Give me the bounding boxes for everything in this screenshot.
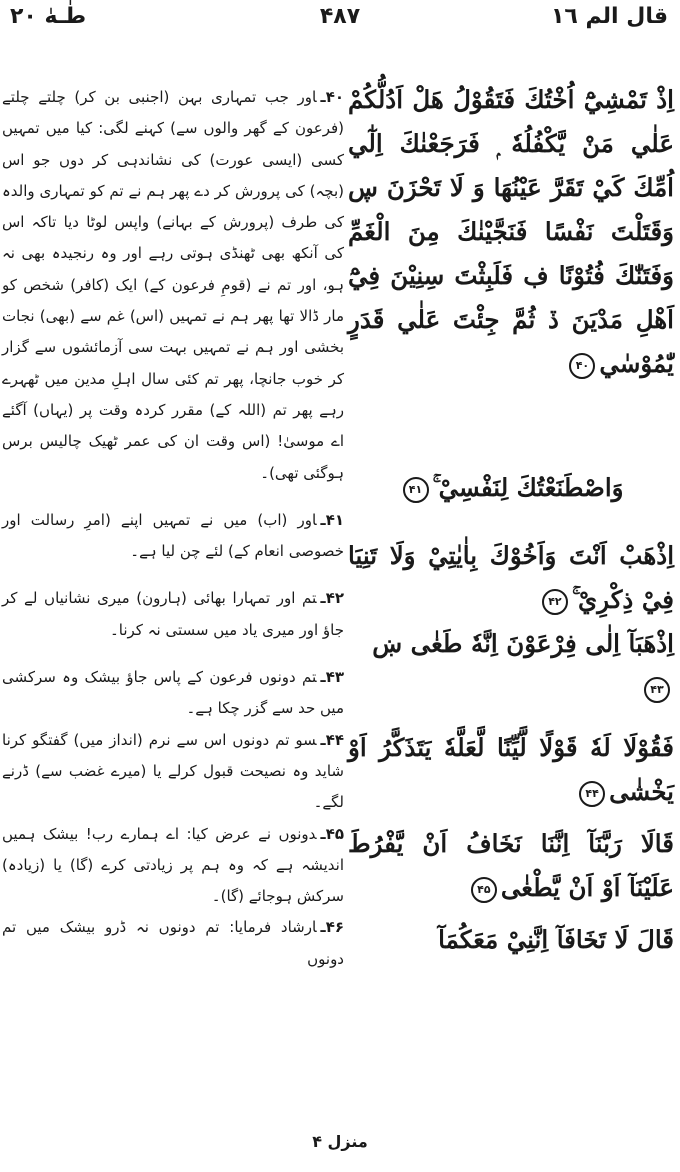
- verse-number: ۴۴ـ: [320, 730, 344, 749]
- ayah: [348, 918, 674, 962]
- manzil-label: منزل ۴: [312, 1132, 368, 1151]
- translation-paragraph: [2, 912, 344, 975]
- arabic-text-column: [348, 78, 674, 962]
- surah-label: طٰـهٰ ٢٠: [10, 4, 87, 29]
- ayah-text: وَاصْطَنَعْتُكَ لِنَفْسِيْ ۚ: [432, 473, 624, 502]
- translation-paragraph: [2, 725, 344, 819]
- juz-label: قال الم ١٦: [551, 4, 668, 29]
- translation-text: ارشاد فرمایا: تم دونوں نہ ڈرو بیشک میں تم دونوں: [2, 918, 344, 968]
- translation-paragraph: [2, 505, 344, 568]
- ayah: [348, 726, 674, 814]
- ayah-end-marker: ۴۱: [403, 477, 429, 503]
- ayah-end-marker: ۴۴: [579, 781, 605, 807]
- ayah: [348, 534, 674, 622]
- ayah: [348, 78, 674, 386]
- translation-paragraph: [2, 662, 344, 725]
- verse-number: ۴۲ـ: [320, 589, 344, 608]
- translation-text: اور جب تمہاری بہن (اجنبی بن کر) چلتے چلتے (فرعون کے گھر والوں سے) کہنے لگی: کیا میں تمہیں کسی (ایسی عورت) کی نشاندہی کر دوں جو اس (بچہ) کی پرورش کر دے پھر ہم نے تم کو تمہاری والدہ کی طرف (پرورش کے بہانے) واپس لوٹا دیا تاکہ اس کی آنکھ بھی ٹھنڈی ہوتی رہے اور وہ رنجیدہ بھی نہ ہو، اور تم نے (قومِ فرعون کے) ایک (کافر) شخص کو مار ڈالا تھا پھر ہم نے تمہیں (اس) غم سے (بھی) نجات بخشی اور ہم نے تمہیں بہت سی آزمائشوں سے گزار کر خوب جانچا، پھر تم کئی سال اہلِ مدین میں ٹھہرے رہے پھر تم (اللہ کے) مقرر کردہ وقت پر (یہاں) آگئے اے موسیٰ! (اس وقت ان کی عمر ٹھیک چالیس برس ہوگئی تھی)۔: [2, 88, 344, 482]
- verse-number: ۴۳ـ: [320, 668, 344, 687]
- ayah-end-marker: ۴۵: [471, 877, 497, 903]
- ayah-end-marker: ۴۲: [542, 589, 568, 615]
- translation-text: تم اور تمہارا بھائی (ہارون) میری نشانیاں لے کر جاؤ اور میری یاد میں سستی نہ کرنا۔: [2, 589, 344, 639]
- verse-number: ۴۵ـ: [320, 824, 344, 843]
- verse-number: ۴۱ـ: [320, 510, 344, 529]
- translation-paragraph: [2, 82, 344, 489]
- ayah-text: قَالَا رَبَّنَآ اِنَّنَا نَخَافُ اَنْ يَّفْرُطَ عَلَيْنَآ اَوْ اَنْ يَّطْغٰى: [348, 829, 674, 902]
- translation-text: دونوں نے عرض کیا: اے ہمارے رب! بیشک ہمیں اندیشہ ہے کہ وہ ہم پر زیادتی کرے (گا) یا (زیادہ) سرکش ہوجائے (گا)۔: [2, 824, 344, 906]
- ayah-text: قَالَ لَا تَخَافَآ اِنَّنِيْ مَعَكُمَآ: [438, 925, 674, 954]
- ayah-end-marker: ۴۰: [569, 353, 595, 379]
- verse-number: ۴۶ـ: [320, 918, 344, 937]
- translation-text: سو تم دونوں اس سے نرم (انداز میں) گفتگو کرنا شاید وہ نصیحت قبول کرلے یا (میرے غضب سے) ڈرنے لگے۔: [2, 730, 344, 812]
- translation-text: تم دونوں فرعون کے پاس جاؤ بیشک وہ سرکشی میں حد سے گزر چکا ہے۔: [2, 668, 344, 718]
- ayah-text: اِذْهَبَآ اِلٰى فِرْعَوْنَ اِنَّهٗ طَغٰى ښ: [372, 629, 674, 658]
- page-header: [0, 0, 680, 44]
- urdu-translation-column: [2, 82, 344, 975]
- ayah-text: اِذْ تَمْشِيْٓ اُخْتُكَ فَتَقُوْلُ هَلْ اَدُلُّكُمْ عَلٰي مَنْ يَّكْفُلُهٗ ۭ فَرَجَعْنٰكَ اِلٰٓي اُمِّكَ كَيْ تَقَرَّ عَيْنُهَا وَ لَا تَحْزَنَ ڛ وَقَتَلْتَ نَفْسًا فَنَجَّيْنٰكَ مِنَ الْغَمِّ وَفَتَنّٰكَ فُتُوْنًا ڣ فَلَبِثْتَ سِنِيْنَ فِيْٓ اَهْلِ مَدْيَنَ ڏ ثُمَّ جِئْتَ عَلٰي قَدَرٍ يّٰمُوْسٰي: [348, 85, 674, 378]
- ayah-end-marker: ۴۳: [644, 677, 670, 703]
- ayah-text: فَقُوْلَا لَهٗ قَوْلًا لَّيِّنًا لَّعَلَّهٗ يَتَذَكَّرُ اَوْ يَخْشٰى: [348, 733, 674, 806]
- ayah-text: اِذْهَبْ اَنْتَ وَاَخُوْكَ بِاٰيٰتِيْ وَلَا تَنِيَا فِيْ ذِكْرِيْ ۚ: [348, 541, 674, 614]
- verse-number: ۴۰ـ: [320, 88, 344, 106]
- ayah: [348, 466, 674, 510]
- ayah: [348, 822, 674, 910]
- translation-text: اور (اب) میں نے تمہیں اپنے (امرِ رسالت اور خصوصی انعام کے) لئے چن لیا ہے۔: [2, 510, 344, 561]
- translation-paragraph: [2, 819, 344, 913]
- page-number: ۴۸۷: [319, 4, 361, 29]
- translation-paragraph: [2, 583, 344, 646]
- ayah: [348, 622, 674, 710]
